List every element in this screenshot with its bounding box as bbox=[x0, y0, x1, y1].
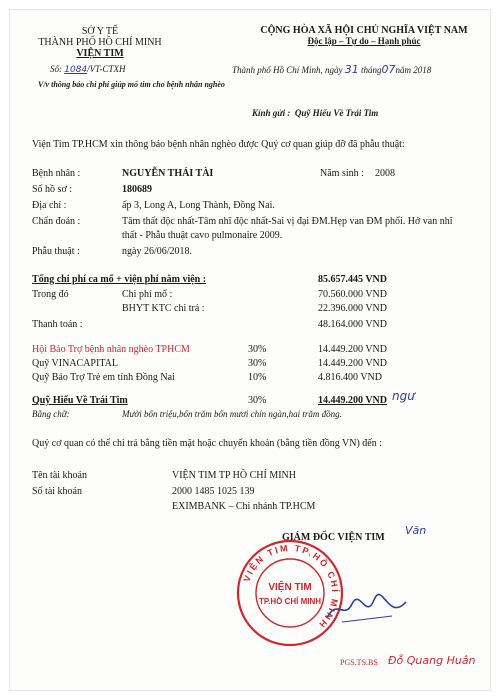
file-no: 180689 bbox=[122, 184, 152, 195]
stamp-outer-text: VIỆN TIM TP.HỒ CHÍ MINH bbox=[241, 542, 341, 631]
sponsor-amount-1: 14.449.200 VND bbox=[318, 358, 387, 369]
institute-name: VIỆN TIM bbox=[76, 48, 124, 59]
in-words: Mười bốn triệu,bốn trăm bốn mươi chín ngàn,hai trăm đồng. bbox=[122, 409, 342, 419]
account-no-label: Số tài khoản bbox=[32, 486, 82, 497]
payment-note: Quý cơ quan có thể chi trả bằng tiền mặt hoặc chuyển khoản (bằng tiền đồng VN) đến : bbox=[32, 438, 382, 449]
payment-value: 48.164.000 VND bbox=[318, 319, 387, 330]
diagnosis-line-1: Tâm thất độc nhất-Tâm nhĩ độc nhất-Sai vị đại ĐM.Hẹp van ĐM phổi. Hở van nhĩ bbox=[122, 216, 453, 227]
address-label: Địa chỉ : bbox=[32, 200, 67, 211]
in-which-label: Trong đó bbox=[32, 289, 69, 300]
file-no-label: Số hồ sơ : bbox=[32, 184, 73, 195]
fund-handwritten-note: ngư bbox=[392, 389, 415, 403]
surgery-label: Phẫu thuật : bbox=[32, 246, 80, 257]
sponsor-amount-0: 14.449.200 VND bbox=[318, 344, 387, 355]
sponsor-percent-2: 10% bbox=[248, 372, 267, 383]
sponsor-name-2: Quỹ Bảo Trợ Trẻ em tỉnh Đồng Nai bbox=[32, 372, 175, 383]
surgery-cost-label: Chi phí mổ : bbox=[122, 289, 173, 300]
address: ấp 3, Long A, Long Thành, Đồng Nai. bbox=[122, 200, 275, 211]
patient-name-label: Bệnh nhân : bbox=[32, 168, 81, 179]
recipient bbox=[252, 108, 378, 118]
dept-name: SỞ Y TẾ bbox=[81, 26, 119, 37]
fund-percent: 30% bbox=[248, 395, 267, 406]
fund-name: Quỹ Hiểu Về Trái Tim bbox=[32, 395, 128, 406]
motto: Độc lập – Tự do – Hạnh phúc bbox=[307, 36, 421, 46]
date-month-handwritten: 07 bbox=[381, 63, 396, 76]
sponsor-percent-1: 30% bbox=[248, 358, 267, 369]
birth-year: 2008 bbox=[375, 168, 395, 179]
date-day-handwritten: 31 bbox=[344, 63, 359, 76]
stamp-inner-ring bbox=[256, 559, 324, 627]
signer-name: Đỗ Quang Huân bbox=[388, 654, 476, 667]
republic-title: CỘNG HÒA XÃ HỘI CHỦ NGHĨA VIỆT NAM bbox=[260, 25, 468, 36]
doc-number-handwritten: 1084 bbox=[64, 65, 88, 75]
insurance-label: BHYT KTC chi trả : bbox=[122, 303, 205, 314]
surgery-date: ngày 26/06/2018. bbox=[122, 246, 192, 257]
date-line: Thành phố Hồ Chí Minh, ngày 31 tháng07năm 2018 bbox=[232, 63, 432, 76]
patient-name: NGUYỄN THÁI TÀI bbox=[122, 168, 214, 179]
intro-text: Viện Tim TP.HCM xin thông báo bệnh nhân nghèo được Quý cơ quan giúp đỡ đã phẫu thuật: bbox=[32, 139, 405, 150]
sponsor-name-0: Hội Bảo Trợ bệnh nhân nghèo TPHCM bbox=[32, 344, 190, 355]
surgery-cost-value: 70.560.000 VND bbox=[318, 289, 387, 300]
recipient-name: Quỹ Hiểu Về Trái Tim bbox=[294, 108, 379, 118]
account-name-label: Tên tài khoản bbox=[32, 470, 87, 481]
sponsor-percent-0: 30% bbox=[248, 344, 267, 355]
director-initials: Văn bbox=[405, 524, 427, 537]
payment-label: Thanh toán : bbox=[32, 319, 83, 330]
total-cost-label: Tổng chi phí ca mổ + viện phí nằm viện : bbox=[32, 274, 207, 285]
diagnosis-line-2: thất - Phẫu thuật cavo pulmonaire 2009. bbox=[122, 230, 283, 241]
sponsor-name-1: Quỹ VINACAPITAL bbox=[32, 358, 118, 369]
stamp-inner-line-1: VIỆN TIM bbox=[268, 582, 312, 593]
fund-amount: 14.449.200 VND bbox=[318, 395, 387, 406]
director-title: GIÁM ĐỐC VIỆN TIM bbox=[282, 532, 385, 543]
in-words-label: Bằng chữ: bbox=[32, 409, 70, 419]
city-name: THÀNH PHỐ HỒ CHÍ MINH bbox=[38, 37, 162, 48]
insurance-value: 22.396.000 VND bbox=[318, 303, 387, 314]
stamp-inner-line-2: TP.HỒ CHÍ MINH bbox=[258, 597, 322, 606]
subject-line: V/v thông báo chi phí giúp mổ tim cho bệnh nhân nghèo bbox=[38, 80, 225, 89]
account-no: 2000 1485 1025 139 bbox=[172, 486, 255, 497]
birth-year-label: Năm sinh : bbox=[320, 168, 364, 179]
document-page bbox=[10, 10, 490, 690]
recipient-label: Kính gửi : bbox=[252, 108, 291, 118]
doc-number: Số: 1084/VT-CTXH bbox=[50, 64, 126, 75]
total-cost-value: 85.657.445 VND bbox=[318, 274, 387, 285]
bank-name: EXIMBANK – Chi nhánh TP.HCM bbox=[172, 501, 316, 512]
header-right bbox=[250, 25, 478, 46]
diagnosis-label: Chẩn đoán : bbox=[32, 216, 81, 227]
sponsor-amount-2: 4.816.400 VND bbox=[318, 372, 382, 383]
account-name: VIỆN TIM TP HỒ CHÍ MINH bbox=[172, 470, 296, 481]
signature-scribble bbox=[322, 590, 412, 630]
signer-prefix: PGS.TS.BS bbox=[340, 658, 378, 667]
header-left bbox=[30, 26, 170, 59]
